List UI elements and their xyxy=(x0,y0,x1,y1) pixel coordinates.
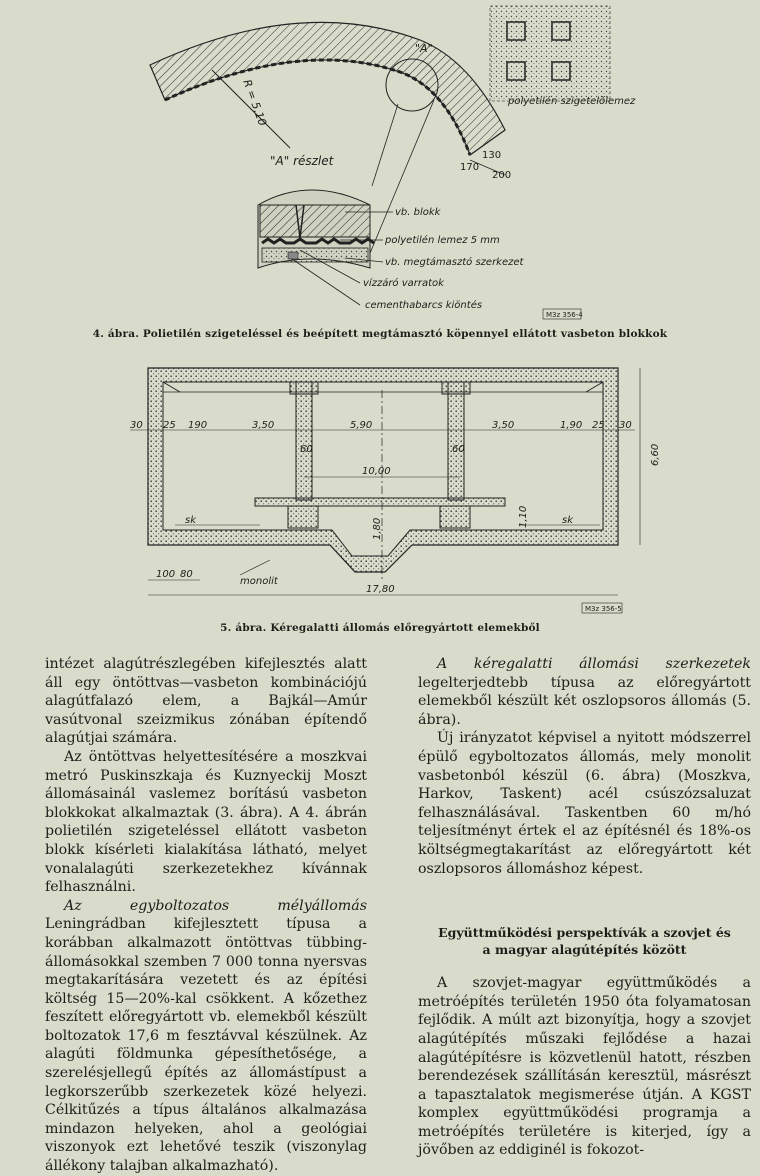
dim-60-right: 60 xyxy=(452,444,465,455)
label-vb-blokk: vb. blokk xyxy=(395,207,441,218)
dim-1000: 10,00 xyxy=(362,466,391,477)
dim-200: 200 xyxy=(492,170,512,181)
dim-110: 1,10 xyxy=(518,505,529,528)
figure-4-caption: 4. ábra. Polietilén szigeteléssel és beépített megtámasztó köpennyel ellátott vasbeton blokkok xyxy=(92,328,668,340)
figure-5 xyxy=(0,360,760,635)
figure-5-caption: 5. ábra. Kéregalatti állomás előregyártott elemekből xyxy=(220,622,540,634)
end-dimensions xyxy=(460,150,511,181)
left-paragraph-2: Az öntöttvas helyettesítésére a moszkvai metró Puskinszkaja és Kuznyeckij Moszt állomásainál vaslemez borítású vasbeton blokkokat alkalmaztak (3. ábra). A 4. ábrán polietilén szigeteléssel ellátott vasbeton blokk kísérleti kialakítása látható, melyet vonalalagúti szerkezetekhez kívánnak felhasználni. xyxy=(45,748,367,896)
right-paragraph-3: A szovjet-magyar együttműködés a metróépítés területén 1950 óta folyamatosan fejlődik. A múlt azt bizonyítja, hogy a szovjet alagútépítés műszaki fejlődése a hazai alagútépítésre is közvetlenül hatott, részben berendezések szállításán keresztül, másrészt a tapasztalatok megismerése útján. A KGST komplex együttműködési programja a metróépítés területére is kiterjed, így a jövőben az eddiginél is fokozot- xyxy=(418,975,751,1159)
dim-660: 6,60 xyxy=(650,443,661,466)
sk-left: sk xyxy=(185,515,197,526)
figure-4-drawing xyxy=(0,0,760,330)
dim-80: 80 xyxy=(180,569,193,580)
section-heading-line-1: Együttműködési perspektívák a szovjet és xyxy=(438,925,731,941)
left-column xyxy=(45,655,367,1176)
dim-180: 1,80 xyxy=(372,517,383,540)
left-paragraph-3-lead: Az egyboltozatos mélyállomás xyxy=(64,897,367,914)
dim-190-left: 190 xyxy=(188,420,208,431)
right-paragraph-1 xyxy=(418,655,751,729)
dim-30-right: 30 xyxy=(619,420,632,431)
insulation-sheet xyxy=(490,6,636,107)
dim-25-left: 25 xyxy=(163,420,176,431)
detail-a-mark: "A" xyxy=(415,42,433,55)
figure-4 xyxy=(0,0,760,350)
label-cementhabarcs: cementhabarcs kiöntés xyxy=(365,300,483,311)
label-vizzaro: vízzáró varratok xyxy=(363,278,444,289)
right-column xyxy=(418,655,751,1160)
dim-1780: 17,80 xyxy=(366,584,395,595)
left-paragraph-3-rest: Leningrádban kifejlesztett típusa a korábban alkalmazott öntöttvas tübbing-állomásokkal szemben 7 000 tonna nyersvas megtakarítására vezetett és az építési költség 15—20%-kal csökkent. A kőzethez feszített előregyártott vb. elemekből készült boltozatok 17,6 m fesztávval készülnek. Az alagúti földmunka gépesíthetősége, a szerelésjellegű építés az állomástípust a legkorszerűbb szerkezetek közé helyezi. Célkitűzés a típus általános alkalmazása mindazon helyeken, ahol a geológiai viszonyok ezt lehetővé teszik (viszonylag állékony talajban alkalmazható). xyxy=(45,916,367,1175)
arch-lining xyxy=(150,22,505,155)
dim-25-right: 25 xyxy=(592,420,605,431)
dim-130: 130 xyxy=(482,150,502,161)
label-monolit: monolit xyxy=(240,576,278,587)
dim-590: 5,90 xyxy=(350,420,373,431)
sk-right: sk xyxy=(562,515,574,526)
dim-350-left: 3,50 xyxy=(252,420,275,431)
detail-a-title: "A" részlet xyxy=(270,154,334,168)
sheet-label: polyetilén szigetelőlemez xyxy=(508,96,636,107)
figure-5-drawing xyxy=(0,360,760,622)
platform xyxy=(255,498,505,506)
left-paragraph-3 xyxy=(45,897,367,1176)
dim-350-right: 3,50 xyxy=(492,420,515,431)
dim-170: 170 xyxy=(460,162,480,173)
section-heading-line-2: a magyar alagútépítés között xyxy=(482,942,687,958)
right-paragraph-1-lead: A kéregalatti állomási szerkezetek xyxy=(437,656,751,672)
detail-a-section xyxy=(258,190,374,268)
radius-label: R = 5,10 xyxy=(240,77,270,128)
left-paragraph-1: intézet alagútrészlegében kifejlesztés alatt áll egy öntöttvas—vasbeton kombinációjú alagútfalazó elem, a Bajkál—Amúr vasútvonal szeizmikus zónában építendő alagútjai számára. xyxy=(45,656,367,747)
right-paragraph-1-rest: legelterjedtebb típusa az előregyártott elemekből készült két oszlopsoros állomás (5. ábra). xyxy=(418,674,751,728)
label-polyetilen-lemez: polyetilén lemez 5 mm xyxy=(385,235,500,246)
dim-100: 100 xyxy=(156,569,176,580)
dim-30-left: 30 xyxy=(130,420,143,431)
dim-190-right: 1,90 xyxy=(560,420,583,431)
label-megtamaszto: vb. megtámasztó szerkezet xyxy=(385,257,524,268)
stamp-4: M3z 356-4 xyxy=(546,311,583,319)
section-heading xyxy=(418,924,751,958)
dim-60-left: 60 xyxy=(300,444,313,455)
stamp-5: M3z 356-5 xyxy=(585,605,622,613)
right-paragraph-2: Új irányzatot képvisel a nyitott módszerrel épülő egyboltozatos állomás, mely monolit vasbetonból készül (6. ábra) (Moszkva, Harkov, Taskent) acél csúszózsaluzat felhasználásával. Taskentben 60 m/hó teljesítményt értek el az építésnél és 18%-os költségmegtakarítást az előregyártott két oszlopsoros állomáshoz képest. xyxy=(418,730,751,877)
